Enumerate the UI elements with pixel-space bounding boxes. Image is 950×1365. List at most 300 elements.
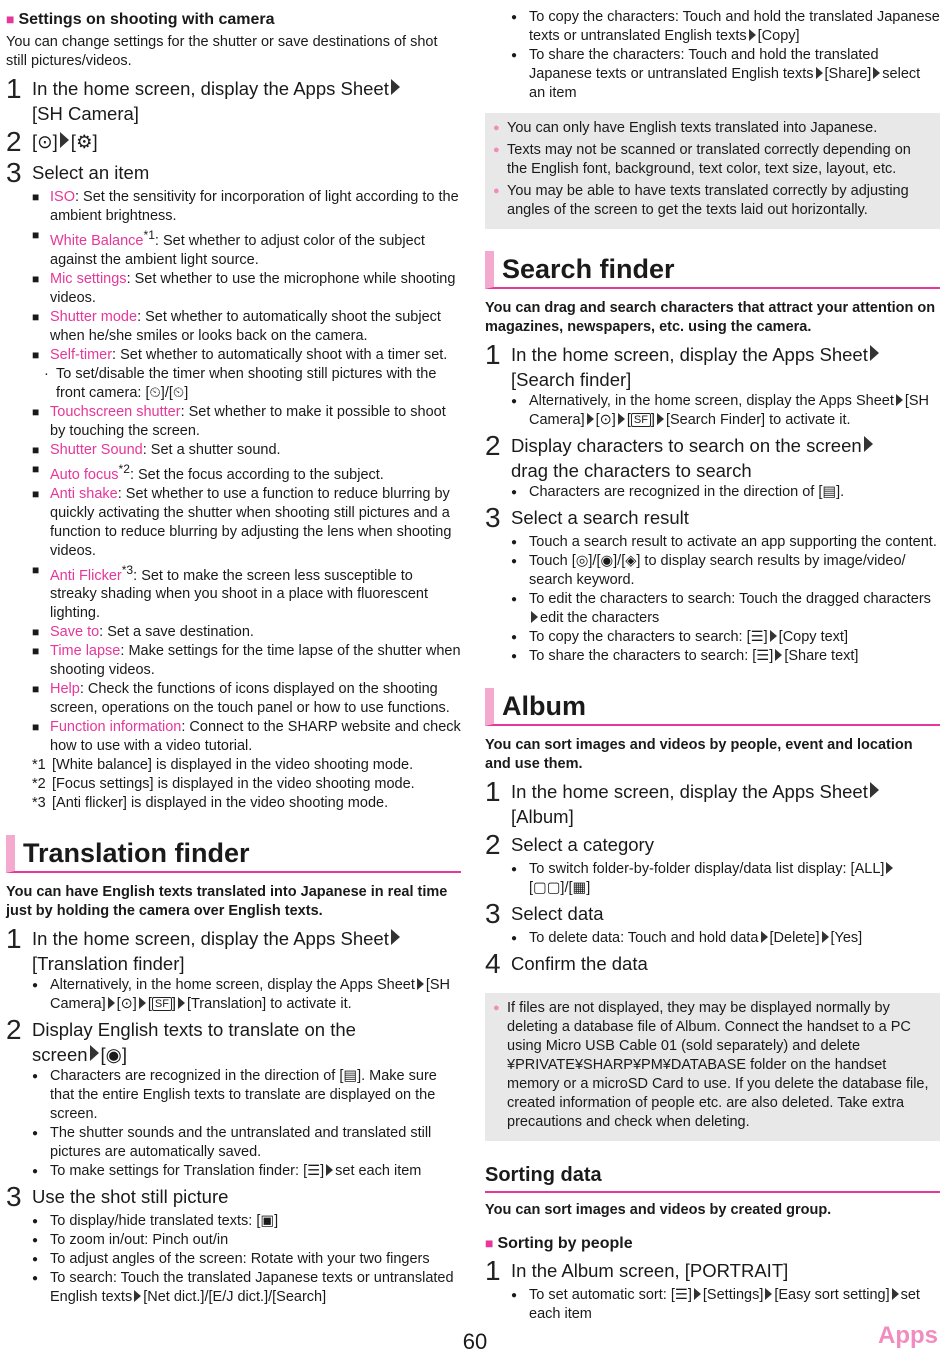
pink-dot-icon: ● bbox=[493, 122, 500, 134]
arrow-right-icon bbox=[761, 931, 768, 943]
footnote bbox=[32, 756, 461, 775]
sf-step-1-bullets bbox=[511, 392, 940, 430]
bullet-text: set each item bbox=[529, 1287, 920, 1322]
translation-notes-box bbox=[485, 113, 940, 229]
bullet-text: To copy the characters to search: [ bbox=[529, 629, 751, 645]
pink-dot-icon: ● bbox=[493, 144, 500, 156]
square-bullet-icon: ■ bbox=[32, 347, 40, 362]
list-item bbox=[32, 346, 461, 365]
note-text: Texts may not be scanned or translated correctly depending on the English font, background, text color, text size, layout, etc. bbox=[507, 142, 911, 177]
bullet-text: set each item bbox=[335, 1163, 422, 1180]
bullet-text: [Translation] to activate it. bbox=[186, 996, 352, 1013]
translation-finder-title: Translation finder bbox=[6, 835, 461, 873]
pink-dot-icon: ● bbox=[493, 185, 500, 197]
footnote-mark: *3 bbox=[32, 795, 46, 812]
note-item bbox=[493, 141, 932, 179]
item-desc: : Set whether to make it possible to shoot by touching the screen. bbox=[50, 403, 446, 439]
dot-bullet: ● bbox=[511, 50, 518, 61]
list-item bbox=[32, 485, 461, 561]
square-bullet-icon: ■ bbox=[32, 682, 40, 697]
step-text: In the Album screen, [PORTRAIT] bbox=[511, 1260, 789, 1281]
square-bullet-icon: ■ bbox=[32, 461, 40, 476]
arrow-right-icon bbox=[60, 132, 69, 148]
arrow-right-icon bbox=[326, 1164, 333, 1176]
bracket: [ bbox=[626, 412, 631, 428]
bracket: ] bbox=[650, 412, 655, 428]
al-step-1 bbox=[485, 778, 940, 829]
al-step-2 bbox=[485, 831, 940, 860]
note-text: If files are not displayed, they may be displayed normally by deleting a database file of Album. Connect the handset to a PC using Micro USB Cable 01 (sold separately) and delete ¥PRIVATE¥SHARP¥PM¥DATABASE folder on the handset memory or a microSD Card to use. If you delete the database file, created information of people etc. are also deleted. Take extra precautions and check when deleting. bbox=[507, 1000, 929, 1130]
album-note-box bbox=[485, 993, 940, 1141]
sp-step-1-bullets bbox=[511, 1286, 940, 1324]
step-text: Select a category bbox=[511, 834, 654, 855]
list-item bbox=[32, 718, 461, 756]
bracket: [ bbox=[595, 412, 600, 428]
note-item bbox=[493, 182, 932, 220]
arrow-right-icon bbox=[870, 782, 879, 798]
step-text: Select an item bbox=[32, 162, 150, 183]
bullet-text: [Yes] bbox=[830, 930, 863, 946]
square-bullet-icon: ■ bbox=[32, 625, 40, 640]
menu-icon: ☰ bbox=[756, 648, 770, 664]
sorting-intro: You can sort images and videos by created group. bbox=[485, 1202, 832, 1218]
sf-step-3 bbox=[485, 504, 940, 533]
footnote-ref: *1 bbox=[143, 228, 155, 242]
step-number: 3 bbox=[6, 1181, 22, 1213]
item-name: Time lapse bbox=[50, 643, 121, 660]
sf-step-2 bbox=[485, 432, 940, 483]
arrow-right-icon bbox=[816, 67, 823, 79]
footnote-text: [Anti flicker] is displayed in the video shooting mode. bbox=[52, 795, 389, 812]
footnote bbox=[32, 775, 461, 794]
bracket: ] bbox=[611, 412, 616, 428]
bracket: [ bbox=[32, 131, 38, 152]
list-item bbox=[32, 1067, 461, 1124]
sf-step-1 bbox=[485, 341, 940, 392]
search-finder-title: Search finder bbox=[485, 251, 940, 289]
square-bullet-icon: ■ bbox=[32, 404, 40, 419]
bullet-text: Alternatively, in the home screen, display the Apps Sheet bbox=[529, 393, 894, 409]
step-number: 1 bbox=[6, 923, 22, 955]
item-desc: : Set the focus according to the subject. bbox=[129, 466, 384, 483]
camera-intro: You can change settings for the shutter or save destinations of shot still pictures/videos. bbox=[6, 34, 438, 69]
item-desc: : Make settings for the time lapse of the shutter when shooting videos. bbox=[50, 643, 461, 679]
dot-bullet: ● bbox=[32, 1235, 39, 1247]
sorting-data-title: Sorting data bbox=[485, 1161, 940, 1193]
sorting-people-heading bbox=[485, 1232, 940, 1255]
bullet-text: [Copy] bbox=[757, 28, 800, 44]
dot-bullet: ● bbox=[511, 651, 518, 662]
dot-bullet: ● bbox=[511, 933, 518, 944]
arrow-right-icon bbox=[864, 436, 873, 452]
item-desc: : Check the functions of icons displayed on the shooting screen, operations on the touch panel or how to use functions. bbox=[50, 681, 450, 717]
bullet-text: [Share text] bbox=[784, 648, 859, 664]
bullet-text: To adjust angles of the screen: Rotate with your two fingers bbox=[50, 1251, 430, 1268]
item-name: Shutter Sound bbox=[50, 441, 143, 458]
step-number: 1 bbox=[485, 1255, 501, 1286]
list-item bbox=[32, 1124, 461, 1162]
item-desc: : Set to make the screen less susceptible to streaky shading when you shoot in a place with fluorescent lighting. bbox=[50, 567, 429, 622]
step-text-b: screen bbox=[32, 1044, 88, 1066]
pink-dot-icon: ● bbox=[493, 1002, 500, 1014]
bracket: ] bbox=[121, 1044, 127, 1066]
dot-bullet: ● bbox=[32, 1273, 39, 1285]
album-intro: You can sort images and videos by people, event and location and use them. bbox=[485, 737, 913, 772]
list-item bbox=[32, 976, 461, 1014]
step-number: 2 bbox=[6, 1014, 22, 1046]
bullet-text: [Easy sort setting] bbox=[774, 1287, 890, 1303]
arrow-right-icon bbox=[417, 978, 424, 990]
note-item bbox=[493, 119, 932, 138]
bullet-text: To switch folder-by-folder display/data list display: [ALL] bbox=[529, 861, 885, 877]
arrow-right-icon bbox=[90, 1045, 99, 1061]
list-item bbox=[32, 1231, 461, 1250]
bracket: [ bbox=[147, 996, 152, 1013]
bullet-text: Touch [◎]/[◉]/[◈] to display search results by image/video/ search keyword. bbox=[529, 553, 906, 588]
step-number: 2 bbox=[6, 126, 22, 157]
arrow-right-icon bbox=[391, 929, 400, 945]
dot-bullet: ● bbox=[32, 1071, 39, 1083]
item-name: Self-timer bbox=[50, 346, 113, 363]
step-text-b: [Search finder] bbox=[511, 369, 632, 390]
left-column bbox=[6, 8, 461, 1307]
step-text-a: In the home screen, display the Apps Sheet bbox=[511, 781, 868, 802]
timer-off-icon: ⏲ bbox=[172, 384, 185, 401]
step-text-b: drag the characters to search bbox=[511, 460, 752, 481]
sf-step-3-bullets bbox=[511, 533, 940, 666]
gear-icon: ⚙ bbox=[75, 131, 93, 152]
list-item bbox=[32, 441, 461, 460]
footnote-text: [White balance] is displayed in the video shooting mode. bbox=[52, 757, 414, 774]
note-item bbox=[493, 999, 932, 1132]
sorting-people-text: Sorting by people bbox=[497, 1235, 633, 1252]
list-item bbox=[32, 1269, 461, 1307]
step-text bbox=[32, 128, 461, 154]
arrow-right-icon bbox=[618, 413, 625, 425]
tr-step-2 bbox=[6, 1016, 461, 1067]
item-name: Mic settings bbox=[50, 270, 127, 287]
list-item bbox=[32, 623, 461, 642]
item-name: Help bbox=[50, 681, 80, 698]
step-text bbox=[511, 432, 940, 483]
bracket: ] bbox=[763, 629, 768, 645]
bullet-text: [▢▢]/[▦] bbox=[529, 880, 591, 896]
search-intro: You can drag and search characters that attract your attention on magazines, newspapers, etc. using the camera. bbox=[485, 300, 936, 335]
step-text-b: [SH Camera] bbox=[32, 103, 139, 124]
bullet-text: To share the characters: Touch and hold the translated Japanese texts or untranslated English texts bbox=[529, 47, 879, 82]
item-name: Touchscreen shutter bbox=[50, 403, 181, 420]
square-bullet-icon: ■ bbox=[32, 486, 40, 501]
camera-items-list bbox=[32, 188, 461, 756]
bracket: ] bbox=[52, 131, 58, 152]
footnote-ref: *2 bbox=[118, 461, 130, 476]
menu-icon: ☰ bbox=[674, 1287, 688, 1303]
bullet-text: To delete data: Touch and hold data bbox=[529, 930, 759, 946]
step-number: 1 bbox=[485, 776, 501, 807]
step-text: Use the shot still picture bbox=[32, 1186, 229, 1208]
step-text bbox=[32, 1016, 461, 1067]
dot-bullet: ● bbox=[511, 556, 518, 567]
square-bullet-icon: ■ bbox=[32, 644, 40, 659]
dot-bullet: ● bbox=[511, 12, 518, 23]
step-text bbox=[511, 778, 940, 829]
cam-step-1 bbox=[6, 75, 461, 126]
square-bullet-icon: ■ bbox=[32, 190, 40, 204]
list-item bbox=[511, 8, 940, 46]
tr-step-1-bullets bbox=[32, 976, 461, 1014]
timer-icon: ⏲ bbox=[149, 384, 161, 401]
bullet-text: To share the characters to search: [ bbox=[529, 648, 757, 664]
list-item bbox=[511, 483, 940, 502]
bullet-text: edit the characters bbox=[540, 610, 660, 626]
list-item bbox=[32, 226, 461, 270]
menu-icon: ☰ bbox=[307, 1163, 321, 1180]
note-text: You can only have English texts translated into Japanese. bbox=[507, 120, 878, 136]
item-desc: : Set whether to use the microphone while shooting videos. bbox=[50, 270, 456, 306]
arrow-right-icon bbox=[870, 345, 879, 361]
arrow-right-icon bbox=[770, 630, 777, 642]
arrow-right-icon bbox=[139, 997, 146, 1009]
list-item bbox=[511, 929, 940, 948]
bullet-text: Characters are recognized in the direction of [▤]. Make sure that the entire English texts to translate are displayed on the screen. bbox=[50, 1068, 437, 1123]
tr-step-3 bbox=[6, 1183, 461, 1212]
bullet-text: Characters are recognized in the direction of [▤]. bbox=[529, 484, 845, 500]
finder-mode-icon: SF bbox=[152, 997, 172, 1011]
step-text bbox=[32, 925, 461, 976]
dot-bullet: ● bbox=[32, 1254, 39, 1266]
item-desc: : Set whether to adjust color of the subject against the ambient light source. bbox=[50, 232, 425, 268]
square-bullet-icon: ■ bbox=[32, 309, 40, 324]
bracket: ] bbox=[769, 648, 774, 664]
dot-bullet: ● bbox=[511, 1290, 518, 1301]
page-number: 60 bbox=[462, 1329, 488, 1354]
item-name: White Balance bbox=[50, 232, 144, 249]
arrow-right-icon bbox=[587, 413, 594, 425]
item-name: Function information bbox=[50, 719, 182, 736]
bullet-text: To set automatic sort: [ bbox=[529, 1287, 675, 1303]
arrow-right-icon bbox=[765, 1288, 772, 1300]
bullet-text: To edit the characters to search: Touch the dragged characters bbox=[529, 591, 931, 607]
dot-bullet: ● bbox=[32, 1166, 39, 1178]
step-number: 4 bbox=[485, 948, 501, 979]
bullet-text: [Settings] bbox=[702, 1287, 764, 1303]
item-desc: : Set whether to automatically shoot the subject when he/she smiles or looks back on the camera. bbox=[50, 308, 441, 344]
square-bullet-icon: ■ bbox=[32, 720, 40, 735]
cam-step-3 bbox=[6, 159, 461, 188]
footnote-mark: *1 bbox=[32, 757, 46, 774]
arrow-right-icon bbox=[657, 413, 664, 425]
tr-step-2-bullets bbox=[32, 1067, 461, 1181]
camera-settings-heading bbox=[6, 8, 461, 31]
sp-step-1 bbox=[485, 1257, 940, 1286]
item-desc: : Set whether to automatically shoot with a timer set. bbox=[112, 346, 448, 363]
step-text-b: [Translation finder] bbox=[32, 953, 185, 975]
dot-bullet: ● bbox=[511, 537, 518, 548]
self-timer-sub-item bbox=[44, 365, 461, 403]
al-step-4 bbox=[485, 950, 940, 979]
tr-step-1 bbox=[6, 925, 461, 976]
al-step-2-bullets bbox=[511, 860, 940, 898]
bullet-text: [Delete] bbox=[769, 930, 820, 946]
arrow-right-icon bbox=[134, 1290, 141, 1302]
bullet-text: [Net dict.]/[E/J dict.]/[Search] bbox=[143, 1289, 327, 1306]
item-desc: : Set a save destination. bbox=[99, 624, 254, 641]
step-text-a: Display English texts to translate on the bbox=[32, 1019, 356, 1041]
bullet-text: To search: Touch the translated Japanese texts or untranslated English texts bbox=[50, 1270, 454, 1306]
arrow-right-icon bbox=[896, 394, 903, 406]
item-name: Anti Flicker bbox=[50, 567, 122, 584]
bullet-text: Alternatively, in the home screen, display the Apps Sheet bbox=[50, 977, 415, 994]
al-step-3-bullets bbox=[511, 929, 940, 948]
step-number: 2 bbox=[485, 829, 501, 860]
square-bullet-icon: ■ bbox=[32, 442, 40, 457]
bracket: ] bbox=[132, 996, 137, 1013]
step-number: 2 bbox=[485, 430, 501, 461]
list-item bbox=[32, 188, 461, 226]
bullet-text: [SH Camera] bbox=[50, 977, 451, 1013]
note-text: You may be able to have texts translated correctly by adjusting angles of the screen to get the texts laid out horizontally. bbox=[507, 183, 909, 218]
bullet-text: [Search Finder] to activate it. bbox=[665, 412, 851, 428]
bullet-text: [Share] bbox=[824, 66, 872, 82]
bracket: ] bbox=[171, 996, 176, 1013]
bullet-text: [Copy text] bbox=[778, 629, 848, 645]
bracket: ] bbox=[687, 1287, 692, 1303]
list-item bbox=[32, 680, 461, 718]
finder-mode-icon: SF bbox=[631, 413, 651, 427]
dot-bullet: ● bbox=[32, 1216, 39, 1228]
arrow-right-icon bbox=[391, 79, 400, 95]
step-text bbox=[32, 75, 461, 126]
bullet-text: To display/hide translated texts: [▣] bbox=[50, 1213, 279, 1230]
sf-step-2-bullets bbox=[511, 483, 940, 502]
step-text-a: Display characters to search on the screen bbox=[511, 435, 862, 456]
bullet-text: Touch a search result to activate an app supporting the content. bbox=[529, 534, 937, 550]
item-name: Save to bbox=[50, 624, 100, 641]
footnotes bbox=[32, 756, 461, 813]
arrow-right-icon bbox=[886, 862, 893, 874]
arrow-right-icon bbox=[775, 649, 782, 661]
arrow-right-icon bbox=[531, 611, 538, 623]
arrow-right-icon bbox=[108, 997, 115, 1009]
sub-text: ] bbox=[184, 384, 189, 401]
list-item bbox=[32, 642, 461, 680]
list-item bbox=[32, 403, 461, 441]
step-text-a: In the home screen, display the Apps Sheet bbox=[511, 344, 868, 365]
list-item bbox=[32, 460, 461, 485]
footnote-mark: *2 bbox=[32, 776, 46, 793]
square-bullet-icon: ■ bbox=[485, 1235, 494, 1251]
item-desc: : Set the sensitivity for incorporation of light according to the ambient brightness. bbox=[50, 189, 459, 224]
arrow-right-icon bbox=[694, 1288, 701, 1300]
step-text-a: In the home screen, display the Apps Sheet bbox=[32, 78, 389, 99]
step-number: 1 bbox=[6, 73, 22, 104]
menu-icon: ☰ bbox=[750, 629, 764, 645]
step-text: Select a search result bbox=[511, 507, 689, 528]
list-item bbox=[511, 1286, 940, 1324]
arrow-right-icon bbox=[749, 29, 756, 41]
list-item bbox=[511, 647, 940, 666]
translate-shutter-icon: ◉ bbox=[105, 1044, 122, 1066]
square-bullet-icon: ■ bbox=[32, 271, 40, 286]
bullet-text: To make settings for Translation finder: [ bbox=[50, 1163, 308, 1180]
square-bullet-icon: ■ bbox=[32, 228, 40, 242]
list-item bbox=[511, 860, 940, 898]
list-item bbox=[32, 1250, 461, 1269]
bullet-text: The shutter sounds and the untranslated and translated still pictures are automatically saved. bbox=[50, 1125, 432, 1161]
shutter-icon: ⊙ bbox=[120, 996, 133, 1013]
step-text bbox=[511, 341, 940, 392]
shutter-icon: ⊙ bbox=[37, 131, 53, 152]
dot-bullet: · bbox=[44, 365, 49, 382]
bullet-text: To copy the characters: Touch and hold the translated Japanese texts or untranslated English texts bbox=[529, 9, 940, 44]
bracket: ] bbox=[92, 131, 98, 152]
square-bullet-icon: ■ bbox=[6, 11, 15, 27]
bracket: ] bbox=[320, 1163, 325, 1180]
arrow-right-icon bbox=[892, 1288, 899, 1300]
list-item bbox=[511, 533, 940, 552]
item-desc: : Set a shutter sound. bbox=[142, 441, 281, 458]
shutter-icon: ⊙ bbox=[599, 412, 612, 428]
list-item bbox=[32, 1212, 461, 1231]
bullet-text: select an item bbox=[529, 66, 921, 101]
step-number: 3 bbox=[485, 898, 501, 929]
section-label: Apps bbox=[878, 1322, 938, 1349]
list-item bbox=[32, 308, 461, 346]
list-item bbox=[511, 590, 940, 628]
arrow-right-icon bbox=[873, 67, 880, 79]
list-item bbox=[32, 561, 461, 624]
step-text-b: [Album] bbox=[511, 806, 574, 827]
item-name: Shutter mode bbox=[50, 308, 138, 325]
dot-bullet: ● bbox=[32, 1128, 39, 1140]
arrow-right-icon bbox=[822, 931, 829, 943]
footnote-text: [Focus settings] is displayed in the video shooting mode. bbox=[52, 776, 415, 793]
translation-intro: You can have English texts translated into Japanese in real time just by holding the camera over English texts. bbox=[6, 884, 448, 920]
sub-text: To set/disable the timer when shooting still pictures with the front camera: [ bbox=[56, 365, 437, 401]
list-item bbox=[32, 270, 461, 308]
step-number: 1 bbox=[485, 339, 501, 370]
footnote bbox=[32, 794, 461, 813]
list-item bbox=[511, 552, 940, 590]
item-desc: : Set whether to use a function to reduce blurring by quickly activating the shutter when shooting still pictures and a function to reduce blurring by adjusting the lens when shooting videos. bbox=[50, 485, 452, 559]
bullet-text: To zoom in/out: Pinch out/in bbox=[50, 1232, 229, 1249]
tr-step-3-bullets bbox=[32, 1212, 461, 1307]
bracket: [ bbox=[100, 1044, 106, 1066]
right-column bbox=[485, 8, 940, 1324]
step-text-a: In the home screen, display the Apps Sheet bbox=[32, 928, 389, 950]
album-title: Album bbox=[485, 688, 940, 726]
step-number: 3 bbox=[485, 502, 501, 533]
dot-bullet: ● bbox=[511, 864, 518, 875]
list-item bbox=[32, 1162, 461, 1181]
step-number: 3 bbox=[6, 157, 22, 188]
item-name: Auto focus bbox=[50, 466, 119, 483]
step-text: Select data bbox=[511, 903, 604, 924]
bullet-text: [SH Camera] bbox=[529, 393, 930, 428]
footnote-ref: *3 bbox=[121, 562, 134, 577]
al-step-3 bbox=[485, 900, 940, 929]
cam-step-2 bbox=[6, 128, 461, 157]
item-desc: : Connect to the SHARP website and check how to use with a video tutorial. bbox=[50, 719, 461, 755]
list-item bbox=[511, 628, 940, 647]
camera-heading-text: Settings on shooting with camera bbox=[18, 11, 275, 28]
bracket: [ bbox=[70, 131, 76, 152]
list-item bbox=[511, 46, 940, 103]
dot-bullet: ● bbox=[511, 396, 518, 407]
dot-bullet: ● bbox=[32, 980, 39, 992]
tr-step-3-bullets-cont bbox=[511, 8, 940, 103]
square-bullet-icon: ■ bbox=[32, 562, 40, 577]
